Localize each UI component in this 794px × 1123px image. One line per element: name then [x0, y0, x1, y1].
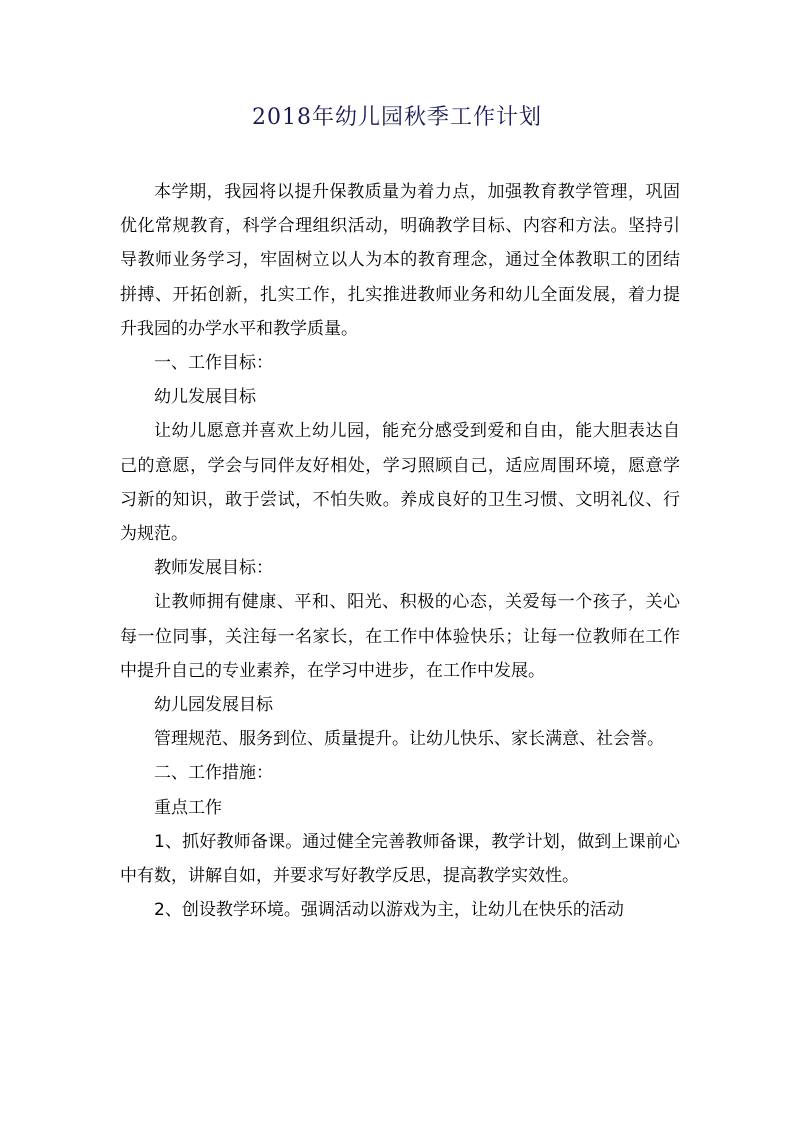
- subheading-child-goals: 幼儿发展目标: [154, 387, 256, 408]
- section-heading-measures: 二、工作措施：: [154, 763, 273, 784]
- child-goals-paragraph: 让幼儿愿意并喜欢上幼儿园，能充分感受到爱和自由，能大胆表达自己的意愿，学会与同伴友好相处，学习照顾自己，适应周围环境，愿意学习新的知识，敢于尝试，不怕失败。养成良好的卫生习惯、文明礼仪、行为规范。: [120, 421, 680, 545]
- document-title: 2018年幼儿园秋季工作计划: [252, 105, 542, 130]
- subheading-kindergarten-goals: 幼儿园发展目标: [154, 695, 273, 716]
- kindergarten-goals-paragraph: 管理规范、服务到位、质量提升。让幼儿快乐、家长满意、社会誉。: [154, 729, 664, 750]
- intro-paragraph: 本学期，我园将以提升保教质量为着力点，加强教育教学管理，巩固优化常规教育，科学合理组织活动，明确教学目标、内容和方法。坚持引导教师业务学习，牢固树立以人为本的教育理念，通过全体教职工的团结拼搏、开拓创新，扎实工作，扎实推进教师业务和幼儿全面发展，着力提升我园的办学水平和教学质量。: [120, 182, 680, 339]
- measure-item-2: 2、创设教学环境。强调活动以游戏为主，让幼儿在快乐的活动: [154, 900, 624, 921]
- subheading-key-work: 重点工作: [154, 797, 222, 818]
- measure-item-1: 1、抓好教师备课。通过健全完善教师备课，教学计划，做到上课前心中有数，讲解自如，并要求写好教学反思，提高教学实效性。: [120, 831, 680, 887]
- subheading-teacher-goals: 教师发展目标：: [154, 558, 273, 579]
- section-heading-goals: 一、工作目标：: [154, 353, 273, 374]
- document-body: [120, 175, 680, 927]
- teacher-goals-paragraph: 让教师拥有健康、平和、阳光、积极的心态，关爱每一个孩子，关心每一位同事，关注每一名家长，在工作中体验快乐；让每一位教师在工作中提升自己的专业素养，在学习中进步，在工作中发展。: [120, 592, 680, 681]
